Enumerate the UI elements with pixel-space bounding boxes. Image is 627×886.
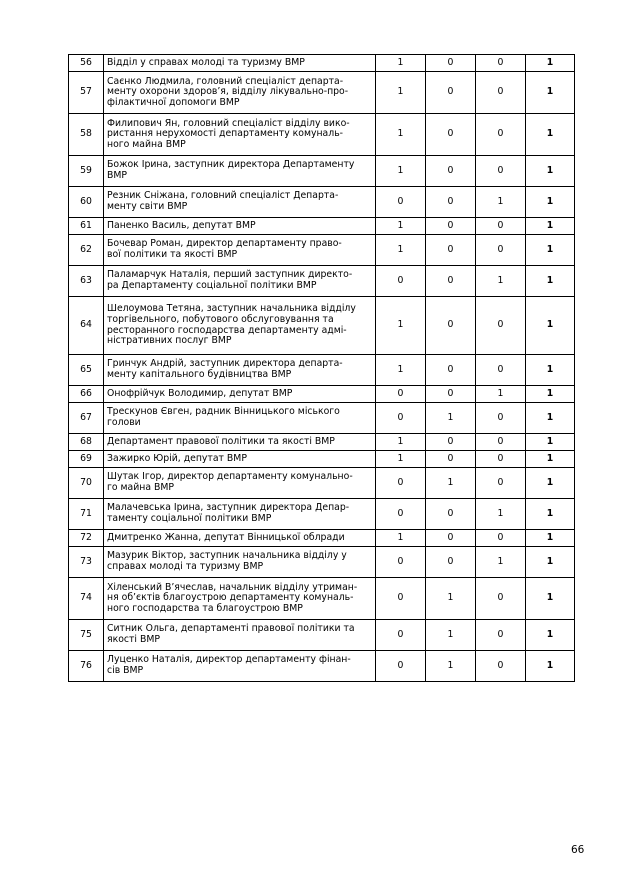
row-number: 74 [69, 578, 104, 620]
row-name: Дмитренко Жанна, депутат Вінницької облради [104, 530, 376, 547]
row-name: Департамент правової політики та якості ВМР [104, 434, 376, 451]
row-col-3: 0 [476, 620, 526, 651]
row-col-1: 1 [376, 434, 426, 451]
row-number: 59 [69, 156, 104, 187]
row-number: 58 [69, 114, 104, 156]
row-col-1: 0 [376, 651, 426, 682]
row-number: 76 [69, 651, 104, 682]
row-number: 68 [69, 434, 104, 451]
row-name: Онофрійчук Володимир, депутат ВМР [104, 386, 376, 403]
row-col-2: 0 [426, 266, 476, 297]
row-number: 64 [69, 297, 104, 355]
row-total: 1 [526, 468, 575, 499]
row-total: 1 [526, 434, 575, 451]
row-col-3: 0 [476, 651, 526, 682]
row-number: 65 [69, 355, 104, 386]
row-number: 56 [69, 55, 104, 72]
row-col-2: 0 [426, 530, 476, 547]
row-col-2: 0 [426, 297, 476, 355]
row-total: 1 [526, 355, 575, 386]
row-col-2: 1 [426, 651, 476, 682]
table-row [69, 468, 575, 499]
row-number: 70 [69, 468, 104, 499]
row-total: 1 [526, 620, 575, 651]
row-name: Божок Ірина, заступник директора Департаменту ВМР [104, 156, 376, 187]
row-name: Хіленський В’ячеслав, начальник відділу утриман- ня об’єктів благоустрою департаменту комуналь- ного господарства та благоустрою ВМР [104, 578, 376, 620]
row-col-1: 0 [376, 499, 426, 530]
row-total: 1 [526, 651, 575, 682]
responses-table [68, 54, 575, 682]
row-col-2: 0 [426, 434, 476, 451]
row-col-2: 0 [426, 187, 476, 218]
row-name: Шелоумова Тетяна, заступник начальника відділу торгівельного, побутового обслуговування та ресторанного господарства департаменту адмі- ністративних послуг ВМР [104, 297, 376, 355]
row-col-1: 1 [376, 55, 426, 72]
row-col-2: 1 [426, 403, 476, 434]
row-name: Луценко Наталія, директор департаменту фінан- сів ВМР [104, 651, 376, 682]
table-row [69, 156, 575, 187]
row-col-2: 0 [426, 114, 476, 156]
row-number: 63 [69, 266, 104, 297]
table-row [69, 297, 575, 355]
row-col-3: 1 [476, 187, 526, 218]
row-col-3: 1 [476, 266, 526, 297]
table-row [69, 620, 575, 651]
row-col-1: 1 [376, 218, 426, 235]
row-col-3: 0 [476, 218, 526, 235]
row-name: Гринчук Андрій, заступник директора департа- менту капітального будівництва ВМР [104, 355, 376, 386]
row-col-3: 0 [476, 72, 526, 114]
page-number: 66 [571, 844, 585, 856]
row-col-2: 0 [426, 55, 476, 72]
row-col-2: 0 [426, 355, 476, 386]
table-row [69, 235, 575, 266]
row-name: Зажирко Юрій, депутат ВМР [104, 451, 376, 468]
row-total: 1 [526, 266, 575, 297]
table-row [69, 499, 575, 530]
row-col-2: 1 [426, 620, 476, 651]
row-name: Малачевська Ірина, заступник директора Депар- таменту соціальної політики ВМР [104, 499, 376, 530]
row-name: Трескунов Євген, радник Вінницького міського голови [104, 403, 376, 434]
row-col-1: 1 [376, 72, 426, 114]
row-col-1: 1 [376, 355, 426, 386]
row-col-1: 1 [376, 451, 426, 468]
row-col-1: 1 [376, 156, 426, 187]
row-number: 73 [69, 547, 104, 578]
table-body [69, 55, 575, 682]
row-col-3: 0 [476, 235, 526, 266]
row-col-3: 0 [476, 530, 526, 547]
row-total: 1 [526, 114, 575, 156]
row-col-2: 0 [426, 547, 476, 578]
row-total: 1 [526, 235, 575, 266]
row-total: 1 [526, 578, 575, 620]
row-col-1: 1 [376, 530, 426, 547]
table-row [69, 355, 575, 386]
table-row [69, 55, 575, 72]
table-row [69, 403, 575, 434]
table-row [69, 218, 575, 235]
row-col-1: 0 [376, 187, 426, 218]
row-number: 61 [69, 218, 104, 235]
row-col-1: 0 [376, 547, 426, 578]
row-col-3: 0 [476, 403, 526, 434]
table-row [69, 651, 575, 682]
row-col-2: 0 [426, 451, 476, 468]
row-col-3: 0 [476, 451, 526, 468]
row-number: 57 [69, 72, 104, 114]
row-col-1: 1 [376, 114, 426, 156]
row-name: Саєнко Людмила, головний спеціаліст департа- менту охорони здоров’я, відділу лікувально-про- філактичної допомоги ВМР [104, 72, 376, 114]
row-name: Паламарчук Наталія, перший заступник директо- ра Департаменту соціальної політики ВМР [104, 266, 376, 297]
row-name: Ситник Ольга, департаменті правової політики та якості ВМР [104, 620, 376, 651]
row-col-1: 0 [376, 386, 426, 403]
table-row [69, 266, 575, 297]
row-total: 1 [526, 218, 575, 235]
row-col-3: 0 [476, 156, 526, 187]
row-total: 1 [526, 187, 575, 218]
row-col-1: 0 [376, 468, 426, 499]
table-row [69, 114, 575, 156]
row-total: 1 [526, 156, 575, 187]
row-total: 1 [526, 386, 575, 403]
row-name: Мазурик Віктор, заступник начальника відділу у справах молоді та туризму ВМР [104, 547, 376, 578]
row-number: 75 [69, 620, 104, 651]
row-col-1: 0 [376, 620, 426, 651]
table-row [69, 386, 575, 403]
row-total: 1 [526, 403, 575, 434]
row-col-2: 1 [426, 578, 476, 620]
table-row [69, 547, 575, 578]
row-name: Відділ у справах молоді та туризму ВМР [104, 55, 376, 72]
row-total: 1 [526, 297, 575, 355]
row-col-3: 1 [476, 386, 526, 403]
row-name: Резник Сніжана, головний спеціаліст Департа- менту світи ВМР [104, 187, 376, 218]
row-number: 60 [69, 187, 104, 218]
table-row [69, 72, 575, 114]
row-col-1: 0 [376, 266, 426, 297]
row-col-3: 0 [476, 355, 526, 386]
row-number: 72 [69, 530, 104, 547]
row-col-3: 1 [476, 499, 526, 530]
row-total: 1 [526, 547, 575, 578]
row-col-3: 0 [476, 114, 526, 156]
row-number: 71 [69, 499, 104, 530]
table-row [69, 530, 575, 547]
row-col-3: 0 [476, 297, 526, 355]
table-row [69, 578, 575, 620]
row-col-1: 1 [376, 297, 426, 355]
row-name: Филипович Ян, головний спеціаліст відділу вико- ристання нерухомості департаменту комуналь- ного майна ВМР [104, 114, 376, 156]
row-col-2: 0 [426, 156, 476, 187]
row-col-1: 1 [376, 235, 426, 266]
row-col-2: 0 [426, 218, 476, 235]
row-col-3: 0 [476, 578, 526, 620]
row-number: 66 [69, 386, 104, 403]
row-number: 69 [69, 451, 104, 468]
table-row [69, 187, 575, 218]
row-col-3: 0 [476, 55, 526, 72]
table-row [69, 451, 575, 468]
row-col-3: 0 [476, 434, 526, 451]
row-name: Шутак Ігор, директор департаменту комунально- го майна ВМР [104, 468, 376, 499]
row-col-2: 0 [426, 386, 476, 403]
row-number: 67 [69, 403, 104, 434]
row-total: 1 [526, 499, 575, 530]
row-col-2: 0 [426, 72, 476, 114]
row-number: 62 [69, 235, 104, 266]
row-col-1: 0 [376, 578, 426, 620]
row-total: 1 [526, 451, 575, 468]
row-col-2: 0 [426, 499, 476, 530]
row-col-3: 0 [476, 468, 526, 499]
row-name: Бочевар Роман, директор департаменту право- вої політики та якості ВМР [104, 235, 376, 266]
row-col-2: 0 [426, 235, 476, 266]
row-total: 1 [526, 55, 575, 72]
row-col-2: 1 [426, 468, 476, 499]
row-name: Паненко Василь, депутат ВМР [104, 218, 376, 235]
row-col-1: 0 [376, 403, 426, 434]
row-total: 1 [526, 72, 575, 114]
row-total: 1 [526, 530, 575, 547]
table-row [69, 434, 575, 451]
row-col-3: 1 [476, 547, 526, 578]
